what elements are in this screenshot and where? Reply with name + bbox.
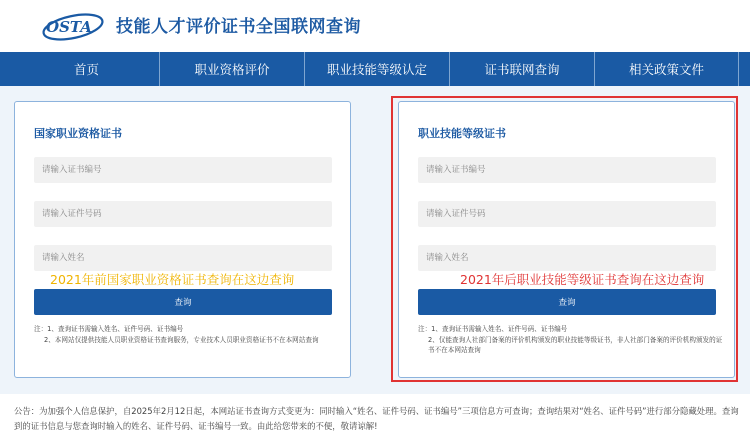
highlight-frame (391, 96, 738, 382)
name-input[interactable] (34, 245, 332, 271)
site-header (0, 0, 750, 52)
query-button[interactable]: 查询 (34, 289, 332, 315)
panel-title: 国家职业资格证书 (34, 127, 122, 140)
query-note (34, 324, 339, 345)
note-line-1: 注：1、查询证书需输入姓名、证件号码、证书编号 (34, 325, 184, 333)
id-number-input[interactable] (34, 201, 332, 227)
note-line-1: 注：1、查询证书需输入姓名、证件号码、证书编号 (418, 325, 568, 333)
nav-item-policy-documents[interactable]: 相关政策文件 (594, 52, 739, 86)
site-title: 技能人才评价证书全国联网查询 (116, 17, 361, 37)
note-line-2: 2、仅能查询人社部门备案的评价机构颁发的职业技能等级证书，非人社部门备案的评价机构颁发的证书不在本网站查询 (428, 335, 723, 354)
query-button[interactable]: 查询 (418, 289, 716, 315)
nav-item-skill-level-certification[interactable]: 职业技能等级认定 (304, 52, 449, 86)
nav-item-home[interactable]: 首页 (73, 62, 99, 77)
note-line-2: 2、本网站仅提供技能人员职业资格证书查询服务，专业技术人员职业资格证书不在本网站查询 (44, 335, 319, 344)
annotation-after-2021: 2021年后职业技能等级证书查询在这边查询 (460, 272, 705, 287)
nav-item-certificate-query[interactable]: 证书联网查询 (449, 52, 594, 86)
osta-logo[interactable] (40, 8, 106, 42)
certificate-number-input[interactable] (34, 157, 332, 183)
panel-title: 职业技能等级证书 (418, 127, 506, 140)
qualification-certificate-panel (14, 101, 351, 378)
announcement: 公告：为加强个人信息保护，自2025年2月12日起，本网站证书查询方式变更为：同时输入“姓名、证件号码、证书编号”三项信息方可查询；查询结果对“姓名、证件号码”进行部分隐藏处理。查询到的证书信息与您查询时输入的姓名、证件号码、证书编号一致。由此给您带来的不便，敬请谅解! (14, 406, 739, 431)
main-nav (0, 52, 750, 86)
logo-text: OSTA (46, 18, 92, 36)
nav-item-qualification-evaluation[interactable]: 职业资格评价 (159, 52, 304, 86)
annotation-before-2021: 2021年前国家职业资格证书查询在这边查询 (50, 272, 295, 287)
